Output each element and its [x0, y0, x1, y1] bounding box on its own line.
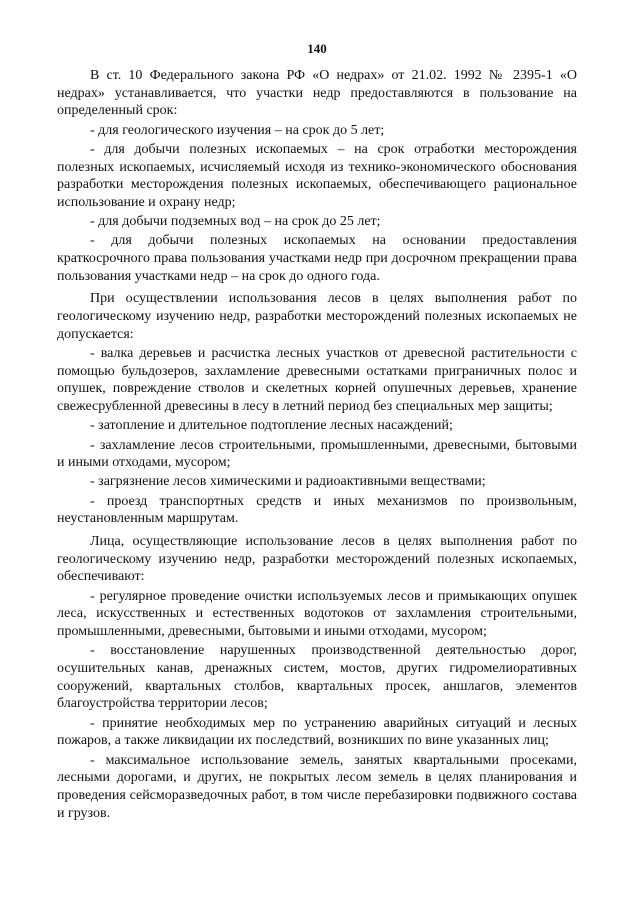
paragraph-nedra-law-intro: В ст. 10 Федерального закона РФ «О недрах» от 21.02. 1992 № 2395-1 «О недрах» устанавливается, что участки недр предоставляются в пользование на определенный срок:	[57, 68, 577, 119]
list-item-obligation-cleaning: - регулярное проведение очистки используемых лесов и примыкающих опушек леса, искусственных и естественных водотоков от захламления строительными, промышленными, древесными, бытовыми и иными отходами, мусором;	[57, 588, 577, 640]
list-item-geology-term: - для геологического изучения – на срок до 5 лет;	[90, 122, 385, 138]
list-item-prohibition-pollution: - загрязнение лесов химическими и радиоактивными веществами;	[90, 474, 486, 490]
list-item-short-term-right: - для добычи полезных ископаемых на основании предоставления краткосрочного права пользования участками недр при досрочном прекращении права пользования участками недр – на срок до одного года.	[57, 233, 577, 284]
paragraph-prohibitions-intro: При осуществлении использования лесов в целях выполнения работ по геологическому изучению недр, разработки месторождений полезных ископаемых не допускается:	[57, 291, 577, 342]
paragraph-obligations-intro: Лица, осуществляющие использование лесов в целях выполнения работ по геологическому изучению недр, разработки месторождений полезных ископаемых, обеспечивают:	[57, 534, 577, 585]
list-item-obligation-land-use: - максимальное использование земель, занятых квартальными просеками, лесными дорогами, и других, не покрытых лесом земель в целях планирования и проведения сейсморазведочных работ, в том числе перебазировки подвижного состава и грузов.	[57, 752, 577, 821]
list-item-prohibition-driving: - проезд транспортных средств и иных механизмов по произвольным, неустановленным маршрутам.	[57, 493, 577, 527]
list-item-prohibition-felling: - валка деревьев и расчистка лесных участков от древесной растительности с помощью бульдозеров, захламление древесными остатками приграничных полос и опушек, повреждение стволов и скелетных корней опушечных деревьев, хранение свежесрубленной древесины в лесу в летний период без специальных мер защиты;	[57, 346, 577, 415]
list-item-prohibition-littering: - захламление лесов строительными, промышленными, древесными, бытовыми и иными отходами, мусором;	[57, 437, 577, 471]
list-item-mining-term: - для добычи полезных ископаемых – на срок отработки месторождения полезных ископаемых, исчисляемый исходя из технико-экономического обоснования разработки месторождения полезных ископаемых, обеспечивающего рациональное использование и охрану недр;	[57, 141, 577, 210]
list-item-obligation-emergencies: - принятие необходимых мер по устранению аварийных ситуаций и лесных пожаров, а также ликвидации их последствий, возникших по вине указанных лиц;	[57, 715, 577, 749]
list-item-groundwater-term: - для добычи подземных вод – на срок до 25 лет;	[90, 214, 381, 230]
document-body	[57, 67, 577, 824]
list-item-prohibition-flooding: - затопление и длительное подтопление лесных насаждений;	[90, 418, 453, 434]
list-item-obligation-restoration: - восстановление нарушенных производственной деятельностью дорог, осушительных канав, дренажных систем, мостов, других гидромелиоративных сооружений, квартальных столбов, квартальных просек, аншлагов, элементов благоустройства территории лесов;	[57, 643, 577, 712]
page-number: 140	[307, 41, 327, 56]
